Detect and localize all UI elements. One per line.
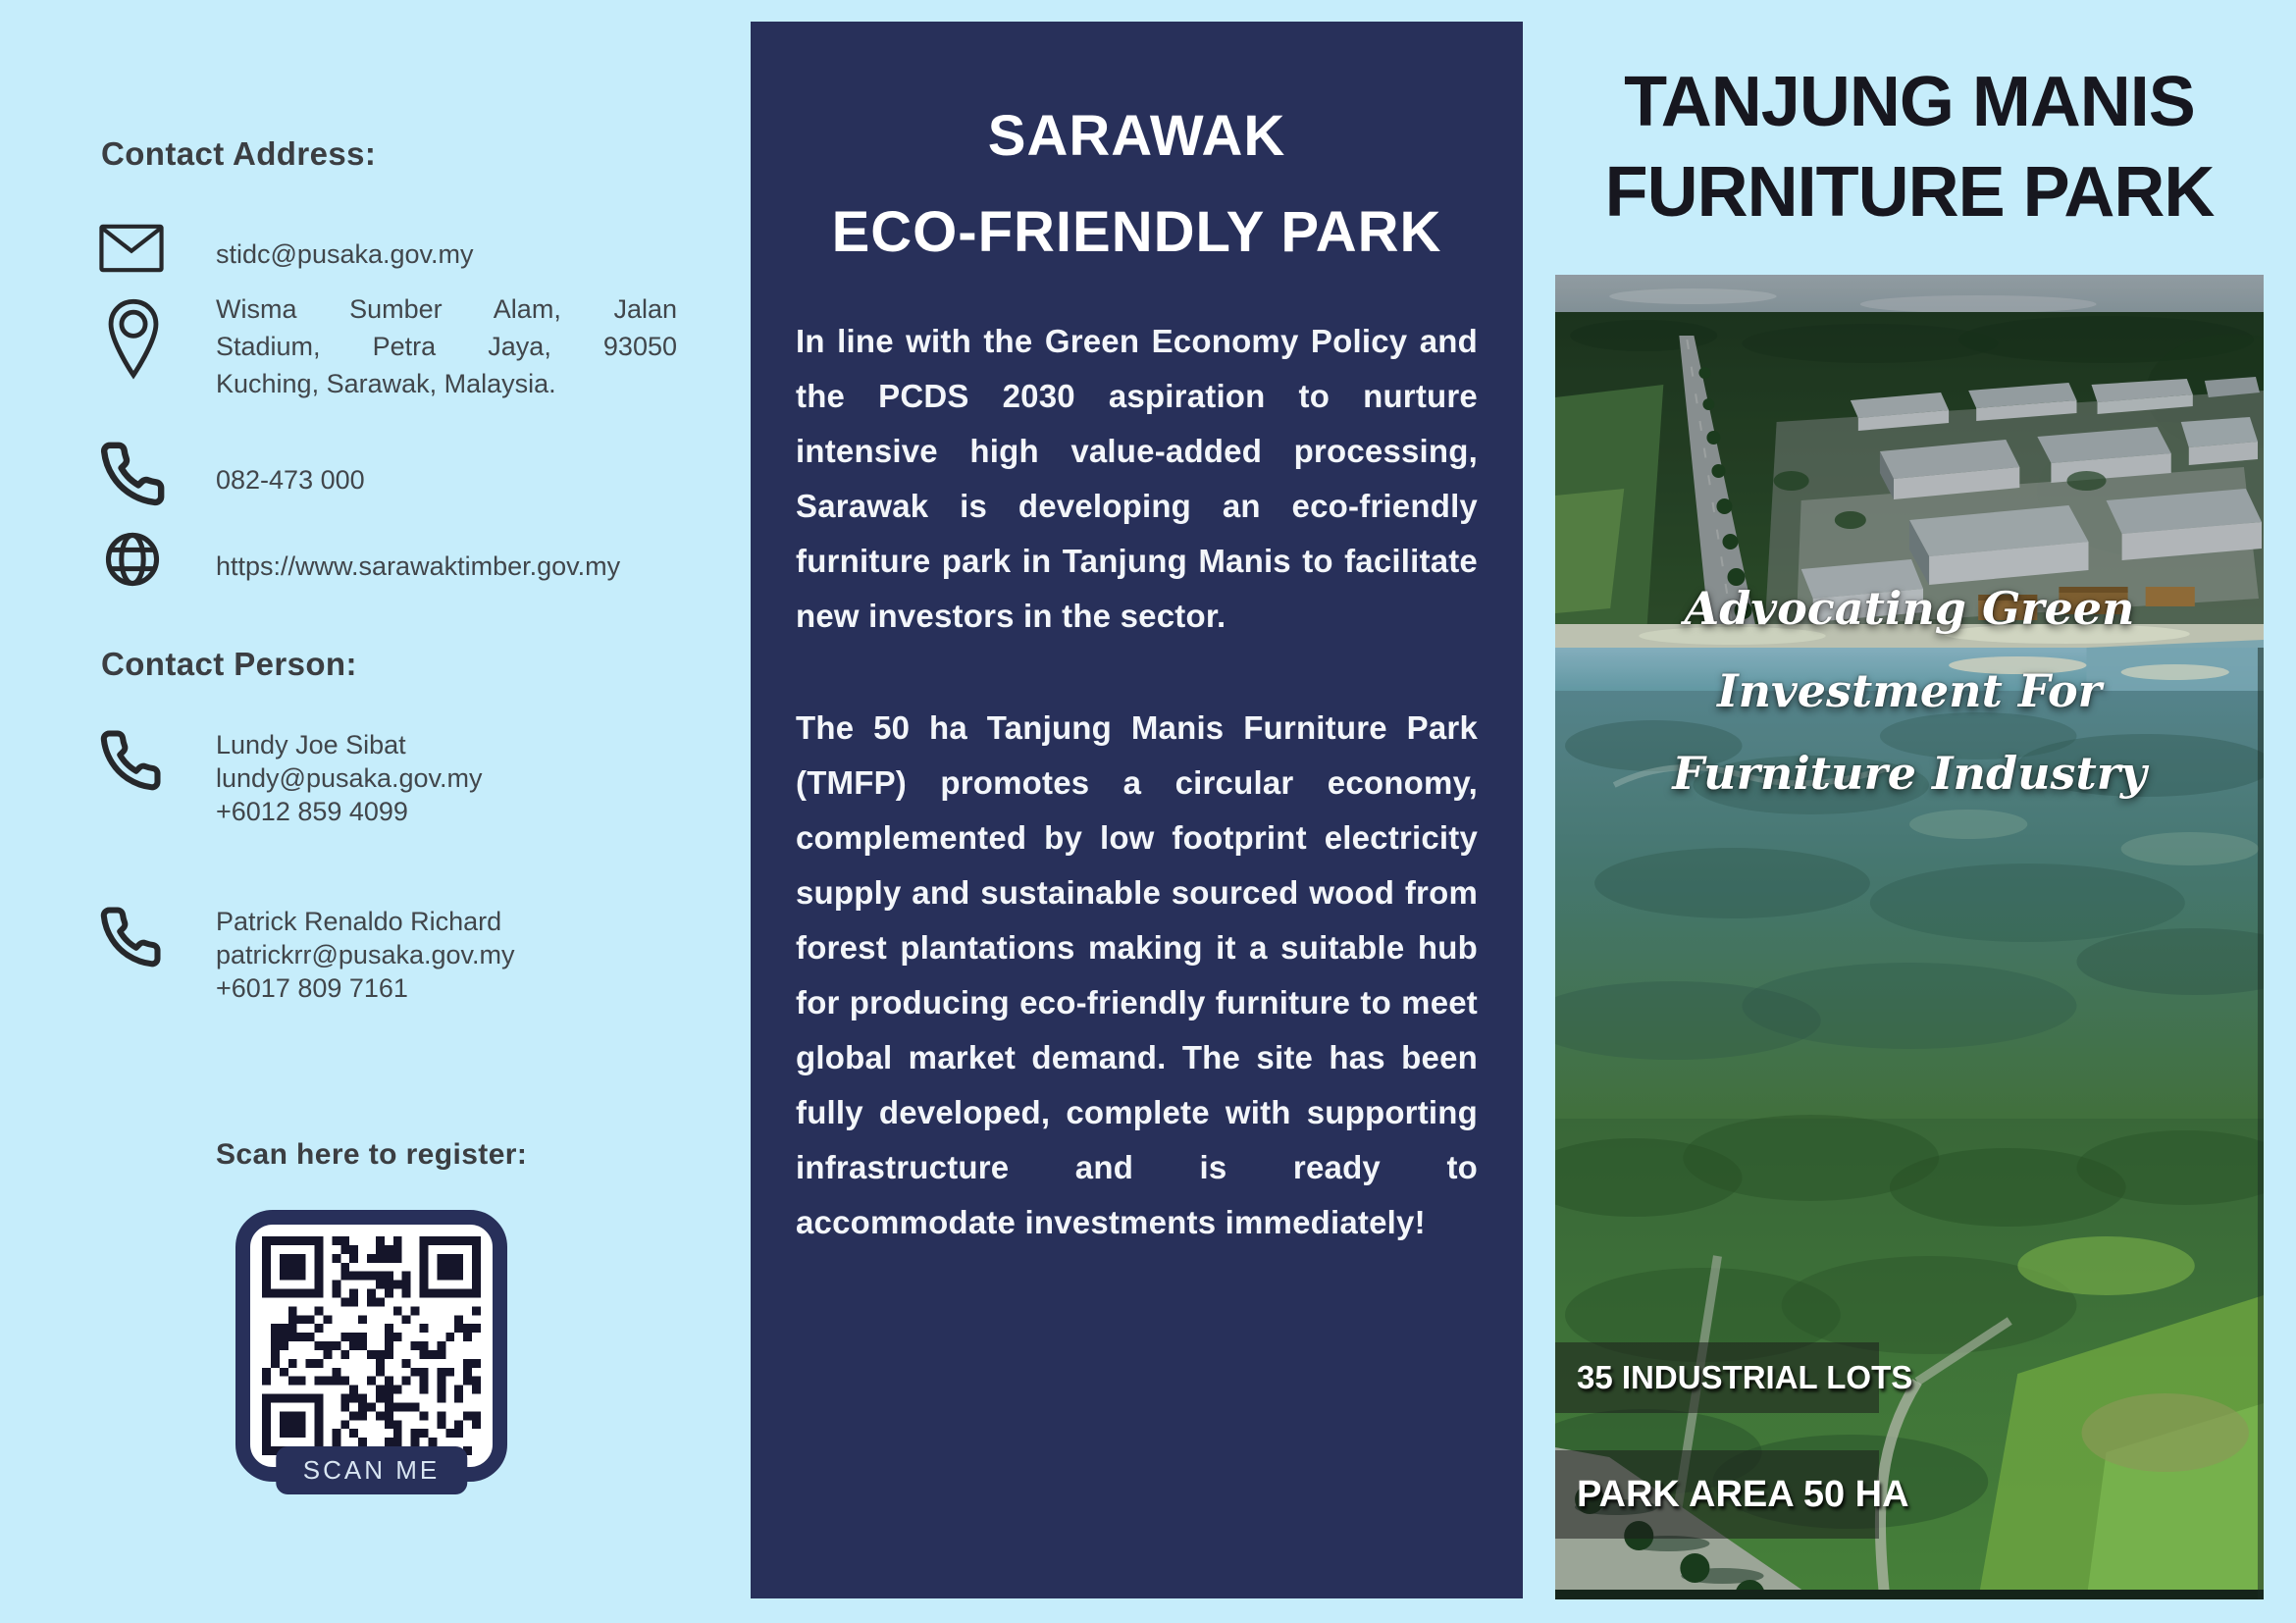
qr-code <box>235 1210 507 1485</box>
park-aerial-photo <box>1555 275 2264 1599</box>
photo-caption-line2: Furniture Industry <box>1672 747 2147 800</box>
qr-code-pattern <box>262 1236 481 1455</box>
person-email: lundy@pusaka.gov.my <box>216 763 483 793</box>
contact-address <box>216 290 677 402</box>
person-email: patrickrr@pusaka.gov.my <box>216 940 515 969</box>
intro-paragraph: In line with the Green Economy Policy and the PCDS 2030 aspiration to nurture intensive high value-added processing, Sarawak is developing an eco-friendly furniture park in Tanjung Manis to facilitate new investors in the sector. <box>796 323 1478 634</box>
contact-address-heading: Contact Address: <box>101 135 377 172</box>
photo-caption <box>1555 567 2264 814</box>
contact-panel <box>0 0 751 1623</box>
contact-website: https://www.sarawaktimber.gov.my <box>216 551 621 581</box>
contact-email: stidc@pusaka.gov.my <box>216 239 474 269</box>
middle-title <box>751 88 1523 281</box>
address-line: Kuching, Sarawak, Malaysia. <box>216 369 556 398</box>
globe-icon <box>101 528 164 591</box>
detail-paragraph: The 50 ha Tanjung Manis Furniture Park (TMFP) promotes a circular economy, complemented by low footprint electricity supply and sustainable sourced wood from forest plantations making it a suitable hub for producing eco-friendly furniture to meet global market demand. The site has been fully developed, complete with supporting infrastructure and is ready to accommodate investments immediately! <box>796 709 1478 1240</box>
person-phone: +6012 859 4099 <box>216 797 408 826</box>
middle-title-line1: SARAWAK <box>987 104 1286 168</box>
contact-person-2 <box>216 905 515 1005</box>
cover-title <box>1555 57 2264 237</box>
contact-person-heading: Contact Person: <box>101 646 357 682</box>
person-name: Lundy Joe Sibat <box>216 730 406 759</box>
person-phone: +6017 809 7161 <box>216 973 408 1003</box>
cover-title-line2: FURNITURE PARK <box>1604 153 2215 232</box>
person-name: Patrick Renaldo Richard <box>216 907 502 936</box>
address-line: Wisma Sumber Alam, Jalan <box>216 294 677 324</box>
phone-icon <box>98 440 167 508</box>
address-line: Stadium, Petra Jaya, 93050 <box>216 332 677 361</box>
photo-caption-line1: Advocating Green Investment For <box>1684 582 2135 717</box>
phone-icon <box>98 728 163 793</box>
cover-title-line1: TANJUNG MANIS <box>1624 63 2195 141</box>
contact-phone: 082-473 000 <box>216 465 365 495</box>
scan-heading: Scan here to register: <box>216 1138 528 1171</box>
industrial-lots-badge: 35 INDUSTRIAL LOTS <box>1555 1342 1879 1413</box>
contact-person-1 <box>216 728 483 828</box>
info-panel <box>751 22 1523 1598</box>
phone-icon <box>98 905 163 969</box>
scan-me-label: SCAN ME <box>276 1446 467 1494</box>
email-icon <box>98 224 165 273</box>
park-area-badge: PARK AREA 50 HA <box>1555 1450 1879 1539</box>
middle-title-line2: ECO-FRIENDLY PARK <box>831 200 1442 264</box>
location-pin-icon <box>105 294 162 385</box>
